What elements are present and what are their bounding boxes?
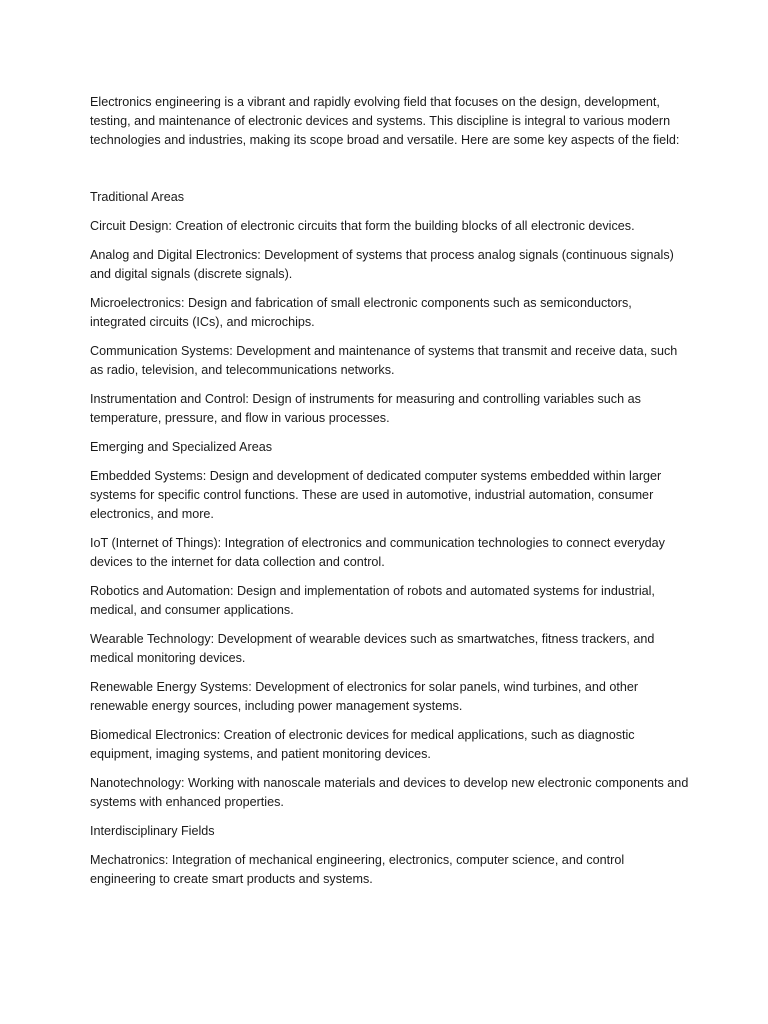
paragraph-circuit-design: Circuit Design: Creation of electronic circuits that form the building blocks of all electronic devices. xyxy=(90,219,635,233)
paragraph-mechatronics: Mechatronics: Integration of mechanical engineering, electronics, computer science, and control engineering to create smart products and systems. xyxy=(90,853,625,886)
intro-paragraph: Electronics engineering is a vibrant and rapidly evolving field that focuses on the design, development, testing, and maintenance of electronic devices and systems. This discipline is integral to various modern technologies and industries, making its scope broad and versatile. Here are some key aspects of the field: xyxy=(90,95,680,147)
paragraph-biomedical: Biomedical Electronics: Creation of electronic devices for medical applications, such as diagnostic equipment, imaging systems, and patient monitoring devices. xyxy=(90,728,635,761)
section-heading-interdisciplinary: Interdisciplinary Fields xyxy=(90,824,215,838)
paragraph-wearable: Wearable Technology: Development of wearable devices such as smartwatches, fitness trackers, and medical monitoring devices. xyxy=(90,632,655,665)
section-heading-traditional: Traditional Areas xyxy=(90,190,185,204)
paragraph-communication-systems: Communication Systems: Development and maintenance of systems that transmit and receive data, such as radio, television, and telecommunications networks. xyxy=(90,344,678,377)
paragraph-microelectronics: Microelectronics: Design and fabrication of small electronic components such as semiconductors, integrated circuits (ICs), and microchips. xyxy=(90,296,632,329)
paragraph-robotics: Robotics and Automation: Design and implementation of robots and automated systems for industrial, medical, and consumer applications. xyxy=(90,584,655,617)
document-body xyxy=(90,93,690,899)
section-heading-emerging: Emerging and Specialized Areas xyxy=(90,440,273,454)
paragraph-instrumentation-control: Instrumentation and Control: Design of instruments for measuring and controlling variables such as temperature, pressure, and flow in various processes. xyxy=(90,392,641,425)
paragraph-renewable-energy: Renewable Energy Systems: Development of electronics for solar panels, wind turbines, and other renewable energy sources, including power management systems. xyxy=(90,680,639,713)
paragraph-embedded-systems: Embedded Systems: Design and development of dedicated computer systems embedded within larger systems for specific control functions. These are used in automotive, industrial automation, consumer electronics, and more. xyxy=(90,469,662,521)
paragraph-analog-digital: Analog and Digital Electronics: Development of systems that process analog signals (continuous signals) and digital signals (discrete signals). xyxy=(90,248,674,281)
paragraph-iot: IoT (Internet of Things): Integration of electronics and communication technologies to connect everyday devices to the internet for data collection and control. xyxy=(90,536,665,569)
paragraph-nanotechnology: Nanotechnology: Working with nanoscale materials and devices to develop new electronic components and systems with enhanced properties. xyxy=(90,776,689,809)
